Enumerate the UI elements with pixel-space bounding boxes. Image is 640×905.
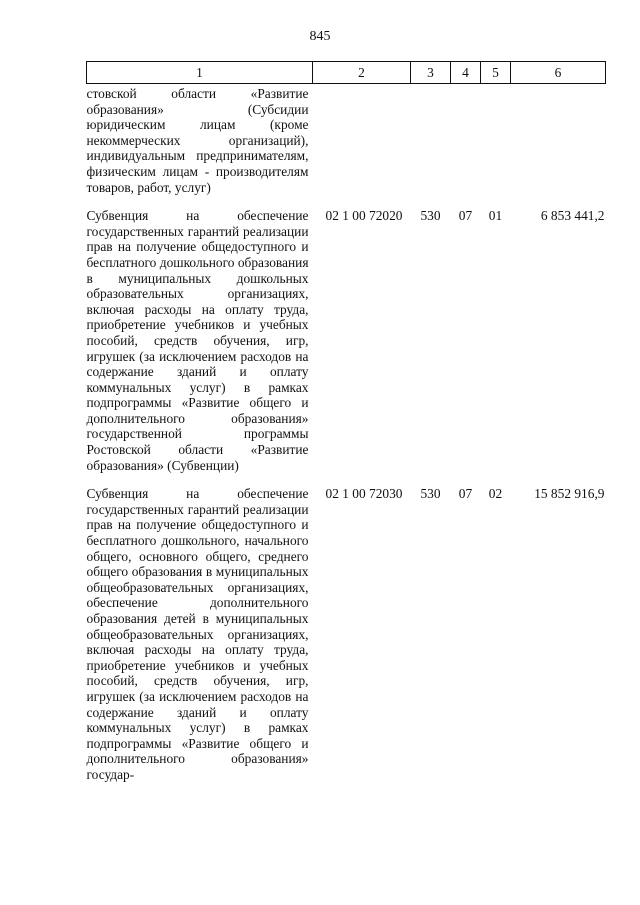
row-target-article: 02 1 00 72020 [325,208,403,224]
row-subsection: 01 [488,208,503,224]
column-header-section: 4 [451,62,481,84]
column-header-subsection: 5 [481,62,511,84]
row-sum: 15 852 916,9 [534,486,605,502]
row-expense-type: 530 [420,208,441,224]
row-subsection: 02 [488,486,503,502]
table-row [87,84,606,196]
column-header-expense-type: 3 [411,62,451,84]
budget-table [86,61,606,783]
table-row [87,473,606,782]
row-target-article: 02 1 00 72030 [325,486,403,502]
column-header-target-article: 2 [313,62,411,84]
table-row [87,195,606,473]
row-section: 07 [458,208,473,224]
row-name: Субвенция на обеспечение государственных гарантий реализации прав на получение общедоступного и бесплатного дошкольного образования в муниципальных дошкольных образовательных организациях, включая расходы на оплату труда, приобретение учебников и учебных пособий, средств обучения, игр, игрушек (за исключением расходов на содержание зданий и оплату коммунальных услуг) в рамках подпрограммы «Развитие общего и дополнительного образования» государственной программы Ростовской области «Развитие образования» (Субвенции) [86,208,309,473]
row-subsection [481,84,511,196]
row-section [451,84,481,196]
row-name: стовской области «Развитие образования» (Субсидии юридическим лицам (кроме некоммерческих организаций), индивидуальным предпринимателям, физическим лицам - производителям товаров, работ, услуг) [86,86,309,195]
row-sum: 6 853 441,2 [540,208,605,224]
page-number: 845 [309,29,331,44]
table-body [87,84,606,783]
row-sum [511,84,606,196]
column-header-name: 1 [87,62,313,84]
column-header-sum: 6 [511,62,606,84]
row-name: Субвенция на обеспечение государственных гарантий реализации прав на получение общедоступного и бесплатного дошкольного, начального общего, основного общего, среднего общего образования в муниципальных общеобразовательных организациях, обеспечение дополнительного образования детей в муниципальных общеобразовательных организациях, включая расходы на оплату труда, приобретение учебников и учебных пособий, средств обучения, игр, игрушек (за исключением расходов на содержание зданий и оплату коммунальных услуг) в рамках подпрограммы «Развитие общего и дополнительного образования» государ- [86,486,309,782]
row-expense-type [411,84,451,196]
table-header [87,62,606,84]
column-number-row [87,62,606,84]
row-expense-type: 530 [420,486,441,502]
row-target-article [313,84,411,196]
row-section: 07 [458,486,473,502]
